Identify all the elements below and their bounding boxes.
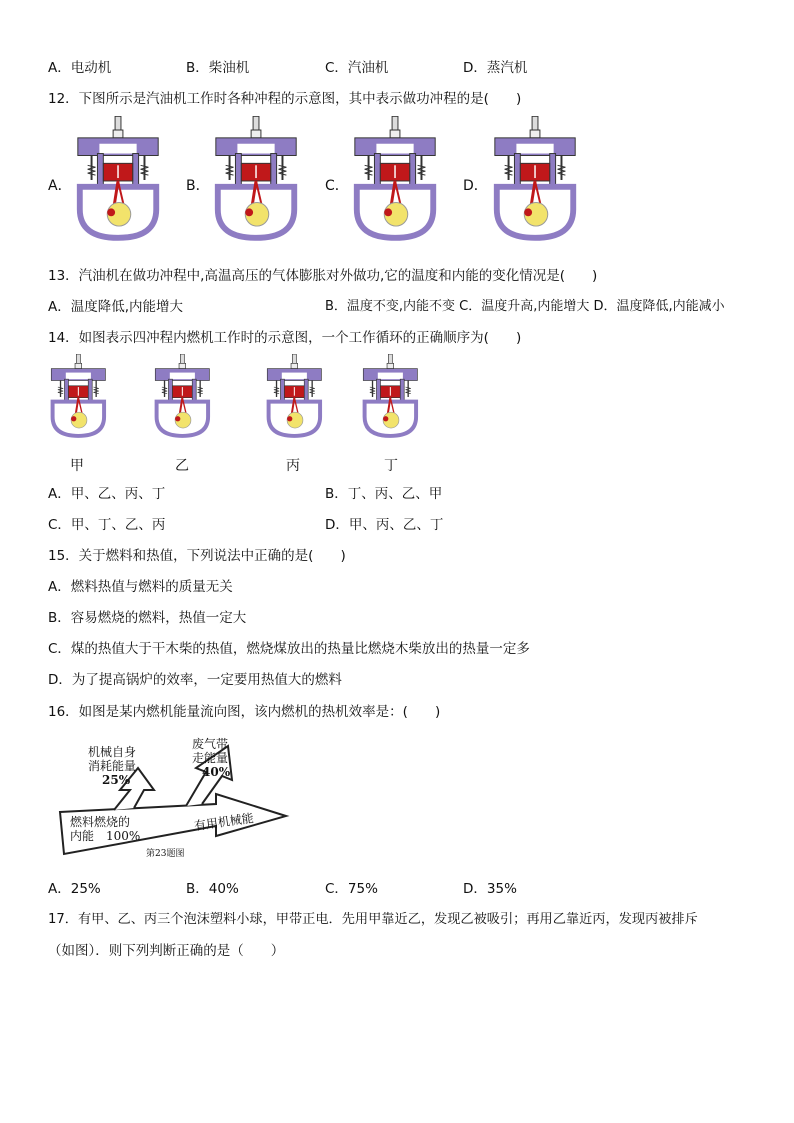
q11-option-d: D．蒸汽机: [463, 60, 528, 76]
fuel-label-1: 燃料燃烧的: [70, 815, 131, 829]
q14-option-c: C．甲、丁、乙、丙: [48, 517, 166, 533]
q11-option-a: A．电动机: [48, 60, 112, 76]
exhaust-label-1: 废气带: [192, 737, 229, 751]
q13-option-a: A．温度降低,内能增大: [48, 299, 184, 315]
q14-engine-ding: [358, 354, 424, 440]
q12-label-d: D．: [463, 178, 488, 194]
q15-option-a: A．燃料热值与燃料的质量无关: [48, 579, 233, 595]
exhaust-label-2: 走能量: [192, 751, 229, 765]
q12-engine-diagram-b: [208, 116, 306, 244]
q15-option-d: D．为了提高锅炉的效率，一定要用热值大的燃料: [48, 672, 342, 688]
q14-engine-bing: [262, 354, 328, 440]
q14-caption-bing: 丙: [286, 458, 300, 474]
q16-option-d: D．35%: [463, 881, 517, 897]
diagram-caption: 第23题图: [146, 849, 185, 859]
q14-option-b: B．丁、丙、乙、甲: [325, 486, 443, 502]
q16-option-c: C．75%: [325, 881, 378, 897]
fuel-label-2: 内能 100%: [70, 829, 141, 843]
q14-caption-yi: 乙: [175, 458, 189, 474]
q12-engine-diagram-d: [487, 116, 585, 244]
q14-caption-ding: 丁: [384, 458, 398, 474]
q12-stem: 12．下图所示是汽油机工作时各种冲程的示意图，其中表示做功冲程的是( ): [48, 91, 522, 107]
q12-label-c: C．: [325, 178, 349, 194]
q12-label-b: B．: [186, 178, 210, 194]
q11-option-c: C．汽油机: [325, 60, 389, 76]
q13-options-bcd: B．温度不变,内能不变 C．温度升高,内能增大 D．温度降低,内能减小: [325, 299, 725, 314]
q12-engine-diagram-c: [347, 116, 445, 244]
q16-option-a: A．25%: [48, 881, 101, 897]
q17-stem-line2: （如图）．则下列判断正确的是（ ）: [48, 943, 285, 959]
q14-engine-jia: [46, 354, 112, 440]
mech-loss-label-1: 机械自身: [88, 745, 137, 759]
q16-energy-flow-diagram: [56, 732, 306, 862]
mech-loss-percent: 25%: [102, 773, 131, 787]
q15-option-b: B．容易燃烧的燃料，热值一定大: [48, 610, 247, 626]
q14-stem: 14．如图表示四冲程内燃机工作时的示意图，一个工作循环的正确顺序为( ): [48, 330, 522, 346]
q16-stem: 16．如图是某内燃机能量流向图，该内燃机的热机效率是：( ): [48, 704, 441, 720]
exhaust-percent: 40%: [202, 765, 231, 779]
q17-stem-line1: 17．有甲、乙、丙三个泡沫塑料小球，甲带正电．先用甲靠近乙，发现乙被吸引；再用乙靠近丙，发现丙被排斥: [48, 912, 698, 927]
q15-option-c: C．煤的热值大于干木柴的热值，燃烧煤放出的热量比燃烧木柴放出的热量一定多: [48, 641, 530, 657]
mech-loss-label-2: 消耗能量: [88, 759, 137, 773]
q16-option-b: B．40%: [186, 881, 239, 897]
q14-option-a: A．甲、乙、丙、丁: [48, 486, 166, 502]
q14-engine-yi: [150, 354, 216, 440]
q14-caption-jia: 甲: [70, 458, 84, 474]
useful-energy-label: 有用机械能: [193, 810, 255, 834]
q12-label-a: A．: [48, 178, 72, 194]
q13-stem: 13．汽油机在做功冲程中,高温高压的气体膨胀对外做功,它的温度和内能的变化情况是( ): [48, 268, 598, 284]
q15-stem: 15．关于燃料和热值，下列说法中正确的是( ): [48, 548, 346, 564]
q12-engine-diagram-a: [70, 116, 168, 244]
q11-option-b: B．柴油机: [186, 60, 250, 76]
q14-option-d: D．甲、丙、乙、丁: [325, 517, 444, 533]
